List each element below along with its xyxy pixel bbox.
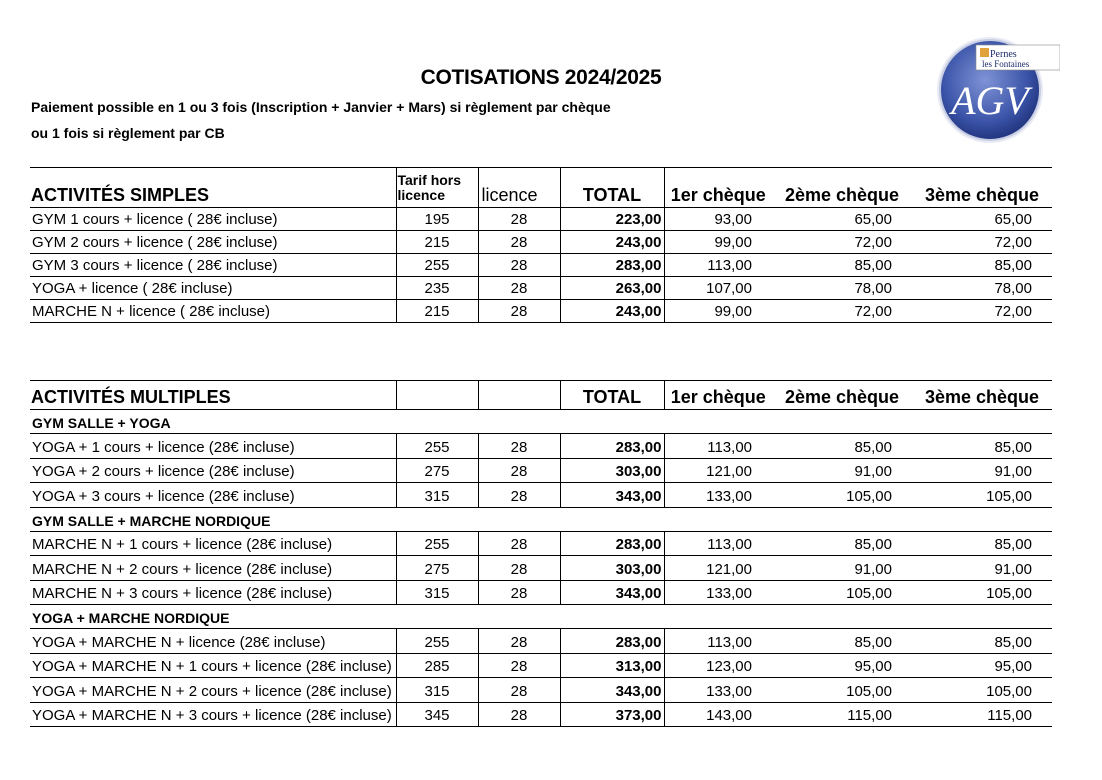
group-header-row (30, 605, 1052, 629)
table-row (30, 300, 1052, 323)
cheque1-cell: 99,00 (664, 300, 772, 323)
cheque1-cell: 133,00 (664, 483, 772, 508)
cheque1-cell: 123,00 (664, 653, 772, 678)
payment-info-line-2: ou 1 fois si règlement par CB (31, 125, 225, 141)
cheque3-cell: 91,00 (912, 556, 1052, 581)
licence-cell: 28 (478, 300, 560, 323)
licence-cell: 28 (478, 458, 560, 483)
licence-cell: 28 (478, 208, 560, 231)
cheque1-cell: 99,00 (664, 231, 772, 254)
table-row (30, 531, 1052, 556)
cheque2-cell: 91,00 (772, 556, 912, 581)
table-row (30, 678, 1052, 703)
total-cell: 343,00 (560, 483, 664, 508)
cheque1-cell: 133,00 (664, 678, 772, 703)
cheque2-cell: 91,00 (772, 458, 912, 483)
simple-header-tarif: Tarif hors licence (396, 168, 478, 208)
cheque1-cell: 113,00 (664, 629, 772, 654)
tarif-cell: 255 (396, 531, 478, 556)
licence-cell: 28 (478, 678, 560, 703)
cheque1-cell: 133,00 (664, 580, 772, 605)
multiple-header-name: ACTIVITÉS MULTIPLES (30, 381, 396, 410)
cheque2-cell: 105,00 (772, 678, 912, 703)
cheque3-cell: 105,00 (912, 580, 1052, 605)
total-cell: 283,00 (560, 254, 664, 277)
activity-name: YOGA + 2 cours + licence (28€ incluse) (30, 458, 396, 483)
total-cell: 243,00 (560, 300, 664, 323)
cheque3-cell: 115,00 (912, 702, 1052, 727)
tarif-cell: 315 (396, 580, 478, 605)
cheque1-cell: 93,00 (664, 208, 772, 231)
page-title: COTISATIONS 2024/2025 (420, 66, 662, 89)
tarif-cell: 345 (396, 702, 478, 727)
simple-header-cheque1: 1er chèque (664, 168, 772, 208)
tarif-cell: 255 (396, 629, 478, 654)
total-cell: 283,00 (560, 531, 664, 556)
agv-logo (930, 34, 1060, 146)
activity-name: GYM 1 cours + licence ( 28€ incluse) (30, 208, 396, 231)
total-cell: 313,00 (560, 653, 664, 678)
activity-name: GYM 3 cours + licence ( 28€ incluse) (30, 254, 396, 277)
activity-name: YOGA + MARCHE N + 2 cours + licence (28€ incluse) (30, 678, 396, 703)
activity-name: MARCHE N + 3 cours + licence (28€ incluse) (30, 580, 396, 605)
cheque3-cell: 85,00 (912, 629, 1052, 654)
tarif-cell: 255 (396, 254, 478, 277)
activity-name: YOGA + MARCHE N + 1 cours + licence (28€ incluse) (30, 653, 396, 678)
total-cell: 343,00 (560, 678, 664, 703)
table-row (30, 483, 1052, 508)
licence-cell: 28 (478, 531, 560, 556)
table-row (30, 702, 1052, 727)
multiple-header-cheque2: 2ème chèque (772, 381, 912, 410)
activity-name: YOGA + 3 cours + licence (28€ incluse) (30, 483, 396, 508)
cheque1-cell: 143,00 (664, 702, 772, 727)
cheque2-cell: 85,00 (772, 629, 912, 654)
cheque3-cell: 85,00 (912, 531, 1052, 556)
activity-name: GYM 2 cours + licence ( 28€ incluse) (30, 231, 396, 254)
table-row (30, 629, 1052, 654)
licence-cell: 28 (478, 702, 560, 727)
licence-cell: 28 (478, 231, 560, 254)
activity-name: YOGA + MARCHE N + licence (28€ incluse) (30, 629, 396, 654)
cheque1-cell: 113,00 (664, 434, 772, 459)
tarif-cell: 255 (396, 434, 478, 459)
cheque2-cell: 85,00 (772, 531, 912, 556)
cheque2-cell: 95,00 (772, 653, 912, 678)
simple-header-name: ACTIVITÉS SIMPLES (30, 168, 396, 208)
multiple-header-cheque3: 3ème chèque (912, 381, 1052, 410)
cheque2-cell: 78,00 (772, 277, 912, 300)
licence-cell: 28 (478, 254, 560, 277)
multiple-activities-table (30, 380, 1052, 727)
cheque2-cell: 105,00 (772, 580, 912, 605)
table-row (30, 231, 1052, 254)
cheque2-cell: 65,00 (772, 208, 912, 231)
total-cell: 283,00 (560, 434, 664, 459)
licence-cell: 28 (478, 629, 560, 654)
tarif-cell: 215 (396, 300, 478, 323)
total-cell: 223,00 (560, 208, 664, 231)
tarif-cell: 285 (396, 653, 478, 678)
activity-name: MARCHE N + 1 cours + licence (28€ incluse) (30, 531, 396, 556)
activity-name: YOGA + 1 cours + licence (28€ incluse) (30, 434, 396, 459)
cheque3-cell: 72,00 (912, 231, 1052, 254)
tarif-cell: 275 (396, 556, 478, 581)
tarif-cell: 215 (396, 231, 478, 254)
table-row (30, 277, 1052, 300)
total-cell: 263,00 (560, 277, 664, 300)
cheque2-cell: 85,00 (772, 434, 912, 459)
total-cell: 243,00 (560, 231, 664, 254)
multiple-header-total: TOTAL (560, 381, 664, 410)
tarif-cell: 275 (396, 458, 478, 483)
cheque1-cell: 121,00 (664, 458, 772, 483)
tarif-cell: 195 (396, 208, 478, 231)
table-row (30, 208, 1052, 231)
cheque1-cell: 121,00 (664, 556, 772, 581)
total-cell: 343,00 (560, 580, 664, 605)
cheque3-cell: 65,00 (912, 208, 1052, 231)
cheque3-cell: 85,00 (912, 254, 1052, 277)
cheque1-cell: 113,00 (664, 531, 772, 556)
table-row (30, 556, 1052, 581)
activity-name: YOGA + MARCHE N + 3 cours + licence (28€ incluse) (30, 702, 396, 727)
group-header-row (30, 507, 1052, 531)
cheque1-cell: 113,00 (664, 254, 772, 277)
cheque3-cell: 85,00 (912, 434, 1052, 459)
multiple-header-row (30, 381, 1052, 410)
licence-cell: 28 (478, 580, 560, 605)
group-header-row (30, 410, 1052, 434)
cheque3-cell: 95,00 (912, 653, 1052, 678)
group-label: GYM SALLE + YOGA (30, 410, 1052, 434)
simple-header-cheque3: 3ème chèque (912, 168, 1052, 208)
table-row (30, 458, 1052, 483)
table-row (30, 653, 1052, 678)
activity-name: YOGA + licence ( 28€ incluse) (30, 277, 396, 300)
total-cell: 303,00 (560, 556, 664, 581)
logo-town-line-2: les Fontaines (982, 59, 1030, 69)
licence-cell: 28 (478, 556, 560, 581)
cheque2-cell: 105,00 (772, 483, 912, 508)
tarif-cell: 315 (396, 678, 478, 703)
activity-name: MARCHE N + licence ( 28€ incluse) (30, 300, 396, 323)
logo-town-line-1: Pernes (990, 49, 1017, 60)
group-label: GYM SALLE + MARCHE NORDIQUE (30, 507, 1052, 531)
tarif-cell: 235 (396, 277, 478, 300)
cheque1-cell: 107,00 (664, 277, 772, 300)
cheque3-cell: 105,00 (912, 483, 1052, 508)
activity-name: MARCHE N + 2 cours + licence (28€ incluse) (30, 556, 396, 581)
payment-info-line-1: Paiement possible en 1 ou 3 fois (Inscription + Janvier + Mars) si règlement par chèque (31, 99, 611, 115)
licence-cell: 28 (478, 483, 560, 508)
table-row (30, 434, 1052, 459)
table-row (30, 254, 1052, 277)
cheque2-cell: 72,00 (772, 231, 912, 254)
cheque3-cell: 91,00 (912, 458, 1052, 483)
tarif-cell: 315 (396, 483, 478, 508)
cheque2-cell: 85,00 (772, 254, 912, 277)
licence-cell: 28 (478, 277, 560, 300)
group-label: YOGA + MARCHE NORDIQUE (30, 605, 1052, 629)
cheque2-cell: 72,00 (772, 300, 912, 323)
licence-cell: 28 (478, 434, 560, 459)
cheque3-cell: 78,00 (912, 277, 1052, 300)
cheque2-cell: 115,00 (772, 702, 912, 727)
simple-activities-table (30, 167, 1052, 323)
cheque3-cell: 105,00 (912, 678, 1052, 703)
simple-header-cheque2: 2ème chèque (772, 168, 912, 208)
cheque3-cell: 72,00 (912, 300, 1052, 323)
logo-letters: AGV (951, 78, 1029, 123)
total-cell: 283,00 (560, 629, 664, 654)
simple-header-total: TOTAL (560, 168, 664, 208)
total-cell: 373,00 (560, 702, 664, 727)
simple-header-licence: licence (478, 168, 560, 208)
multiple-header-cheque1: 1er chèque (664, 381, 772, 410)
total-cell: 303,00 (560, 458, 664, 483)
table-row (30, 580, 1052, 605)
simple-header-row (30, 168, 1052, 208)
licence-cell: 28 (478, 653, 560, 678)
